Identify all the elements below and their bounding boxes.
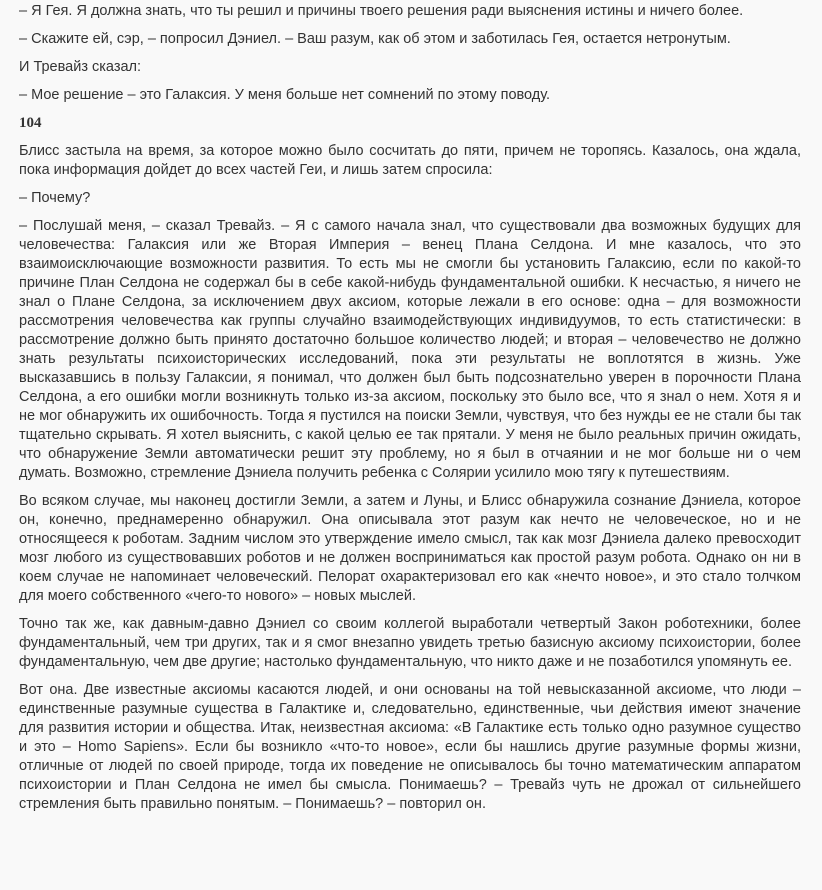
paragraph: – Я Гея. Я должна знать, что ты решил и причины твоего решения ради выяснения истины и ничего более. [19,3,744,19]
paragraph: – Почему? [19,190,91,206]
chapter-heading: 104 [19,115,42,131]
paragraph: – Мое решение – это Галаксия. У меня больше нет сомнений по этому поводу. [19,87,551,103]
paragraph: – Скажите ей, сэр, – попросил Дэниел. – Ваш разум, как об этом и заботилась Гея, остается нетронутым. [19,31,731,47]
paragraph: Точно так же, как давным-давно Дэниел со своим коллегой выработали четвертый Закон роботехники, более фундаментальный, чем три других, так и я смог внезапно увидеть третью базисную аксиому психоистории, более фундаментальную, чем две другие; настолько фундаментальную, что никто даже и не позаботился упомянуть ее. [19,616,801,670]
paragraph: И Тревайз сказал: [19,59,142,75]
paragraph: – Послушай меня, – сказал Тревайз. – Я с самого начала знал, что существовали два возможных будущих для человечества: Галаксия или же Вторая Империя – венец Плана Селдона. И мне казалось, что это взаимоисключающие возможности развития. То есть мы не смогли бы установить Галаксию, если по какой-то причине План Селдона не содержал бы в себе какой-нибудь фундаментальной ошибки. К несчастью, я ничего не знал о Плане Селдона, за исключением двух аксиом, которые лежали в его основе: одна – для возможности рассмотрения человечества как группы случайно взаимодействующих индивидуумов, то есть статистически: в рассмотрение должно быть принято достаточно большое количество людей; и вторая – человечество не должно знать результаты психоисторических исследований, пока эти результаты не воплотятся в жизнь. Уже высказавшись в пользу Галаксии, я понимал, что должен был быть подсознательно уверен в порочности Плана Селдона, а его ошибки могли возникнуть только из-за аксиом, поскольку это было все, что я знал о нем. Хотя я и не мог обнаружить их ошибочность. Тогда я пустился на поиски Земли, чувствуя, что без нужды ее не стали бы так тщательно скрывать. Я хотел выяснить, с какой целью ее так прятали. У меня не было реальных причин ожидать, что обнаружение Земли автоматически решит эту проблему, но я был в отчаянии и не мог больше ни о чем думать. Возможно, стремление Дэниела получить ребенка с Солярии усилило мою тягу к путешествиям. [19,218,801,481]
paragraph: Блисс застыла на время, за которое можно было сосчитать до пяти, причем не торопясь. Казалось, она ждала, пока информация дойдет до всех частей Геи, и лишь затем спросила: [19,143,801,178]
paragraph: Во всяком случае, мы наконец достигли Земли, а затем и Луны, и Блисс обнаружила сознание Дэниела, которое он, конечно, преднамеренно обнаружил. Она описывала этот разум как нечто не человеческое, но и не относящееся к роботам. Задним числом это утверждение имело смысл, так как мозг Дэниела далеко превосходит мозг любого из существовавших роботов и не должен восприниматься как простой разум робота. Однако он ни в коем случае не напоминает человеческий. Пелорат охарактеризовал его как «нечто новое», и это стало толчком для моего собственного «чего-то нового» – новых мыслей. [19,493,801,604]
paragraph: Вот она. Две известные аксиомы касаются людей, и они основаны на той невысказанной аксиоме, что люди – единственные разумные существа в Галактике и, следовательно, единственные, чьи действия имеют значение для развития истории и общества. Итак, неизвестная аксиома: «В Галактике есть только одно разумное существо и это – Homo Sapiens». Если бы возникло «что-то новое», если бы нашлись другие разумные формы жизни, отличные от людей по своей природе, тогда их поведение не описывалось бы точно математическим аппаратом психоистории и План Селдона не имел бы смысла. Понимаешь? – Тревайз чуть не дрожал от сильнейшего стремления быть правильно понятым. – Понимаешь? – повторил он. [19,682,801,812]
